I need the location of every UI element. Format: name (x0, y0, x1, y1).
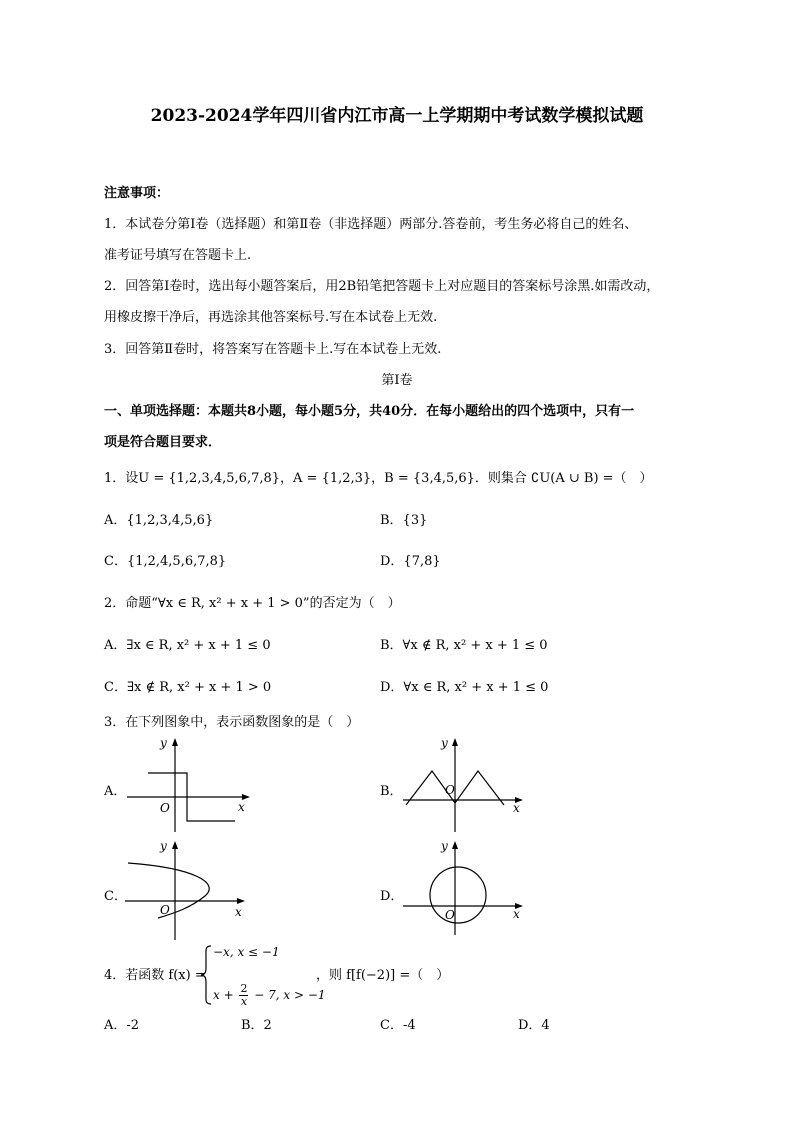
graph-c-y-label: y (160, 839, 167, 853)
graph-c-origin-label: O (160, 903, 170, 917)
question-4-option-c: C．-4 (380, 1018, 416, 1033)
section-instructions-line-1: 一、单项选择题：本题共8小题，每小题5分，共40分．在每小题给出的四个选项中，只有一 (104, 404, 635, 419)
graph-b (398, 735, 533, 835)
question-3-option-a: A． (104, 784, 127, 799)
piecewise-case-1: −x, x ≤ −1 (213, 945, 280, 959)
page-title: 2023-2024学年四川省内江市高一上学期期中考试数学模拟试题 (150, 106, 644, 126)
graph-d-y-label: y (441, 839, 448, 853)
question-4-stem-pre: 4．若函数 f(x) = (104, 968, 206, 983)
graph-b-origin-label: O (445, 783, 455, 797)
question-4-stem-post: ，则 f[f(−2)] =（ ） (316, 968, 450, 983)
question-1-stem: 1．设U = {1,2,3,4,5,6,7,8}，A = {1,2,3}，B = {3,4,5,6}．则集合 ∁U(A ∪ B) =（ ） (104, 471, 653, 486)
piecewise-case-2 (213, 983, 326, 1008)
question-4-option-a: A．-2 (104, 1018, 140, 1033)
question-1-option-d: D．{7,8} (380, 554, 441, 569)
question-3-stem: 3．在下列图象中，表示函数图象的是（ ） (104, 715, 360, 730)
notice-item-2-line-2: 用橡皮擦干净后，再选涂其他答案标号.写在本试卷上无效. (104, 310, 438, 325)
question-4-option-d: D．4 (518, 1018, 550, 1033)
notice-item-2-line-1: 2．回答第Ⅰ卷时，选出每小题答案后，用2B铅笔把答题卡上对应题目的答案标号涂黑.如需改动， (104, 279, 660, 294)
question-3-option-d: D． (380, 889, 404, 904)
question-2-option-c: C．∃x ∉ R, x² + x + 1 > 0 (104, 680, 272, 695)
question-2-option-a: A．∃x ∈ R, x² + x + 1 ≤ 0 (104, 638, 271, 653)
piecewise-case-2-term-x: x + (213, 988, 234, 1002)
question-3-option-b: B． (380, 784, 403, 799)
section-instructions-line-2: 项是符合题目要求． (104, 435, 222, 450)
graph-d (398, 838, 533, 938)
graph-a-origin-label: O (160, 801, 170, 815)
volume-heading: 第Ⅰ卷 (381, 373, 413, 388)
fraction-two-over-x (239, 983, 248, 1008)
graph-c (120, 838, 260, 943)
question-4-option-b: B．2 (241, 1018, 272, 1033)
graph-a (120, 735, 260, 835)
piecewise-case-2-rest: − 7, x > −1 (254, 988, 326, 1002)
graph-b-x-label: x (513, 801, 520, 815)
question-1-option-b: B．{3} (380, 513, 428, 528)
question-1-option-a: A．{1,2,3,4,5,6} (104, 513, 214, 528)
graph-d-origin-label: O (445, 908, 455, 922)
piecewise-brace (200, 944, 212, 1010)
graph-d-x-label: x (513, 907, 520, 921)
question-2-option-d: D．∀x ∈ R, x² + x + 1 ≤ 0 (380, 680, 549, 695)
fraction-numerator: 2 (240, 982, 248, 995)
notice-item-3: 3．回答第Ⅱ卷时，将答案写在答题卡上.写在本试卷上无效. (104, 342, 442, 357)
graph-a-x-label: x (238, 800, 245, 814)
question-1-option-c: C．{1,2,4,5,6,7,8} (104, 554, 227, 569)
question-2-option-b: B．∀x ∉ R, x² + x + 1 ≤ 0 (380, 638, 548, 653)
notice-item-1-line-2: 准考证号填写在答题卡上. (104, 248, 252, 263)
fraction-denominator: x (240, 995, 248, 1008)
question-2-stem: 2．命题“∀x ∈ R, x² + x + 1 > 0”的否定为（ ） (104, 596, 401, 611)
notice-heading: 注意事项： (104, 186, 170, 201)
graph-b-y-label: y (441, 736, 448, 750)
notice-item-1-line-1: 1．本试卷分第Ⅰ卷（选择题）和第Ⅱ卷（非选择题）两部分.答卷前，考生务必将自己的姓名、 (104, 217, 638, 232)
graph-a-y-label: y (160, 736, 167, 750)
graph-c-x-label: x (235, 905, 242, 919)
question-3-option-c: C． (104, 889, 127, 904)
